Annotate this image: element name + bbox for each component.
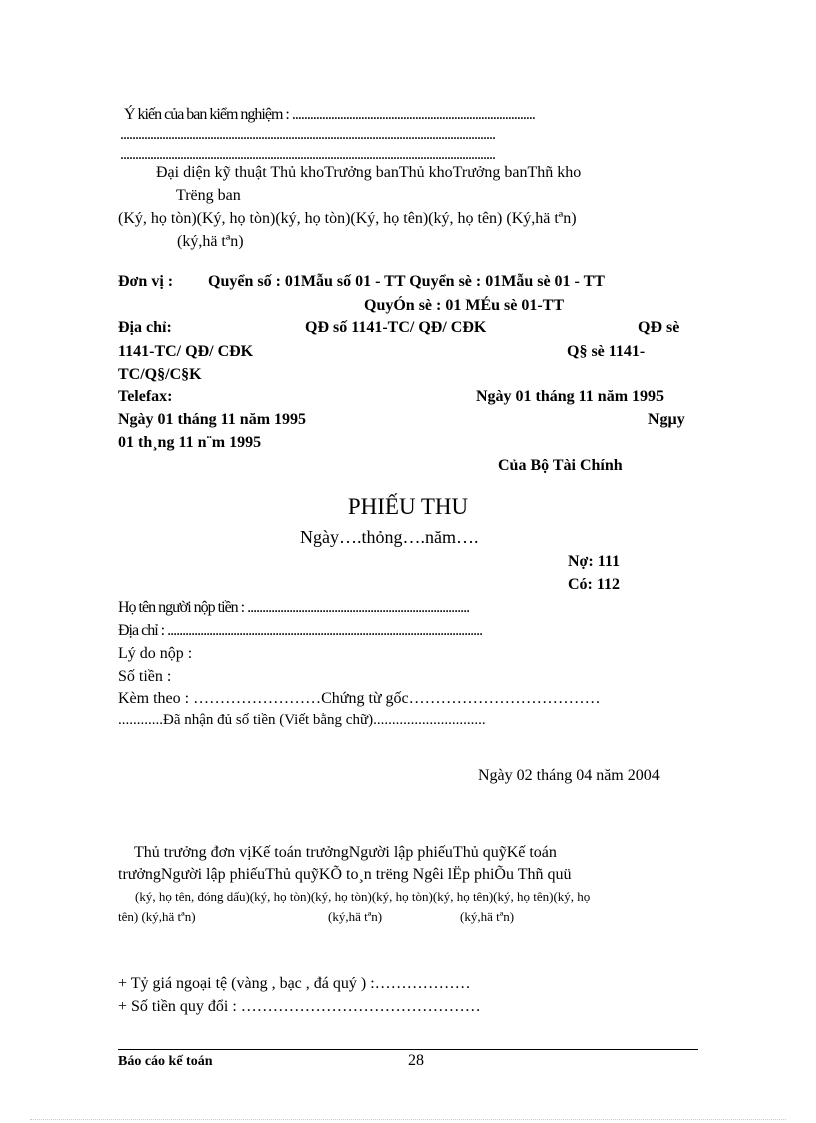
header-date-2: Ngày 01 tháng 11 năm 1995 [118, 411, 307, 428]
top-sign-roles-1: Đại diện kỹ thuật Thủ khoTrưởng banThủ khoTrưởng banThñ kho [156, 164, 582, 181]
exchange-converted: + Số tiền quy đổi : ……………………………………… [118, 998, 481, 1015]
page-title: PHIẾU THU [347, 494, 469, 519]
header-decision: QĐ số 1141-TC/ QĐ/ CĐK [305, 319, 487, 336]
bottom-sign-roles-2: trưởngNgười lập phiếuThủ quỹKÕ to¸n trëng Ngêi lËp phiÕu Thñ quü [118, 866, 572, 883]
bottom-sign-line-1: (ký, họ tên, đóng dấu)(ký, họ tòn)(ký, họ tòn)(ký, họ tòn)(ký, họ tên)(ký, họ tên)(ký, họ [135, 889, 591, 904]
account-credit: Có: 112 [568, 576, 620, 593]
opinion-line-1: Ý kiến của ban kiểm nghiệm : ................................................................................. [124, 106, 535, 123]
header-date-3b: 01 th¸ng 11 n¨m 1995 [118, 434, 262, 451]
header-unit: Đơn vị : [118, 273, 174, 290]
exchange-rate: + Tỷ giá ngoại tệ (vàng , bạc , đá quý ) :……………… [118, 975, 471, 992]
field-payer: Họ tên người nộp tiền : .......................................................................... [118, 599, 470, 616]
field-received: ............Đã nhận đủ số tiền (Viết bằng chữ).............................. [118, 712, 486, 728]
header-book-form: Quyển số : 01Mẫu số 01 - TT Quyển sè : 01Mẫu sè 01 - TT [208, 273, 605, 290]
title-date: Ngày….thỏng….năm…. [300, 527, 479, 547]
opinion-line-3: ............................................................................................................................. [120, 146, 495, 163]
account-debit: Nợ: 111 [568, 553, 620, 570]
opinion-line-2: ............................................................................................................................. [120, 126, 495, 143]
footer-rule [118, 1049, 698, 1050]
header-decision-2b: Q§ sè 1141- [567, 343, 646, 360]
header-date-1: Ngày 01 tháng 11 năm 1995 [476, 388, 665, 405]
header-address: Địa chỉ: [118, 319, 172, 336]
field-attachments: Kèm theo : ……………………Chứng từ gốc……………………………… [118, 690, 601, 707]
header-telefax: Telefax: [118, 388, 173, 405]
header-date-3a: Ngµy [648, 411, 685, 428]
header-decision-2c: TC/Q§/C§K [118, 366, 202, 383]
footer-label: Báo cáo kế toán [118, 1054, 213, 1069]
page-number: 28 [408, 1052, 424, 1069]
field-address: Địa chỉ : ......................................................................................................... [118, 622, 483, 639]
bottom-sign-roles-1: Thủ trưởng đơn vịKế toán trưởngNgười lập phiếuThủ quỹKế toán [134, 844, 557, 861]
bottom-sign-line-2b: (ký,hä tªn) [328, 909, 383, 924]
top-sign-line-1: (Ký, họ tòn)(Ký, họ tòn)(ký, họ tòn)(Ký, họ tên)(ký, họ tên) (Ký,hä tªn) [118, 210, 577, 227]
header-decision-2a: QĐ sè [638, 319, 680, 336]
header-ministry: Của Bộ Tài Chính [498, 457, 623, 474]
top-sign-line-2: (ký,hä tªn) [177, 233, 244, 250]
field-amount: Số tiền : [118, 668, 172, 685]
top-sign-roles-2: Trëng ban [176, 187, 241, 204]
header-book-form-2: QuyÓn sè : 01 MÉu sè 01-TT [364, 297, 565, 314]
header-decision-1b: 1141-TC/ QĐ/ CĐK [118, 343, 254, 360]
bottom-sign-line-2c: (ký,hä tªn) [460, 909, 515, 924]
page-edge [30, 1119, 786, 1120]
field-reason: Lý do nộp : [118, 645, 193, 662]
bottom-sign-line-2a: tên) (ký,hä tªn) [118, 909, 196, 924]
document-date: Ngày 02 tháng 04 năm 2004 [478, 767, 660, 784]
